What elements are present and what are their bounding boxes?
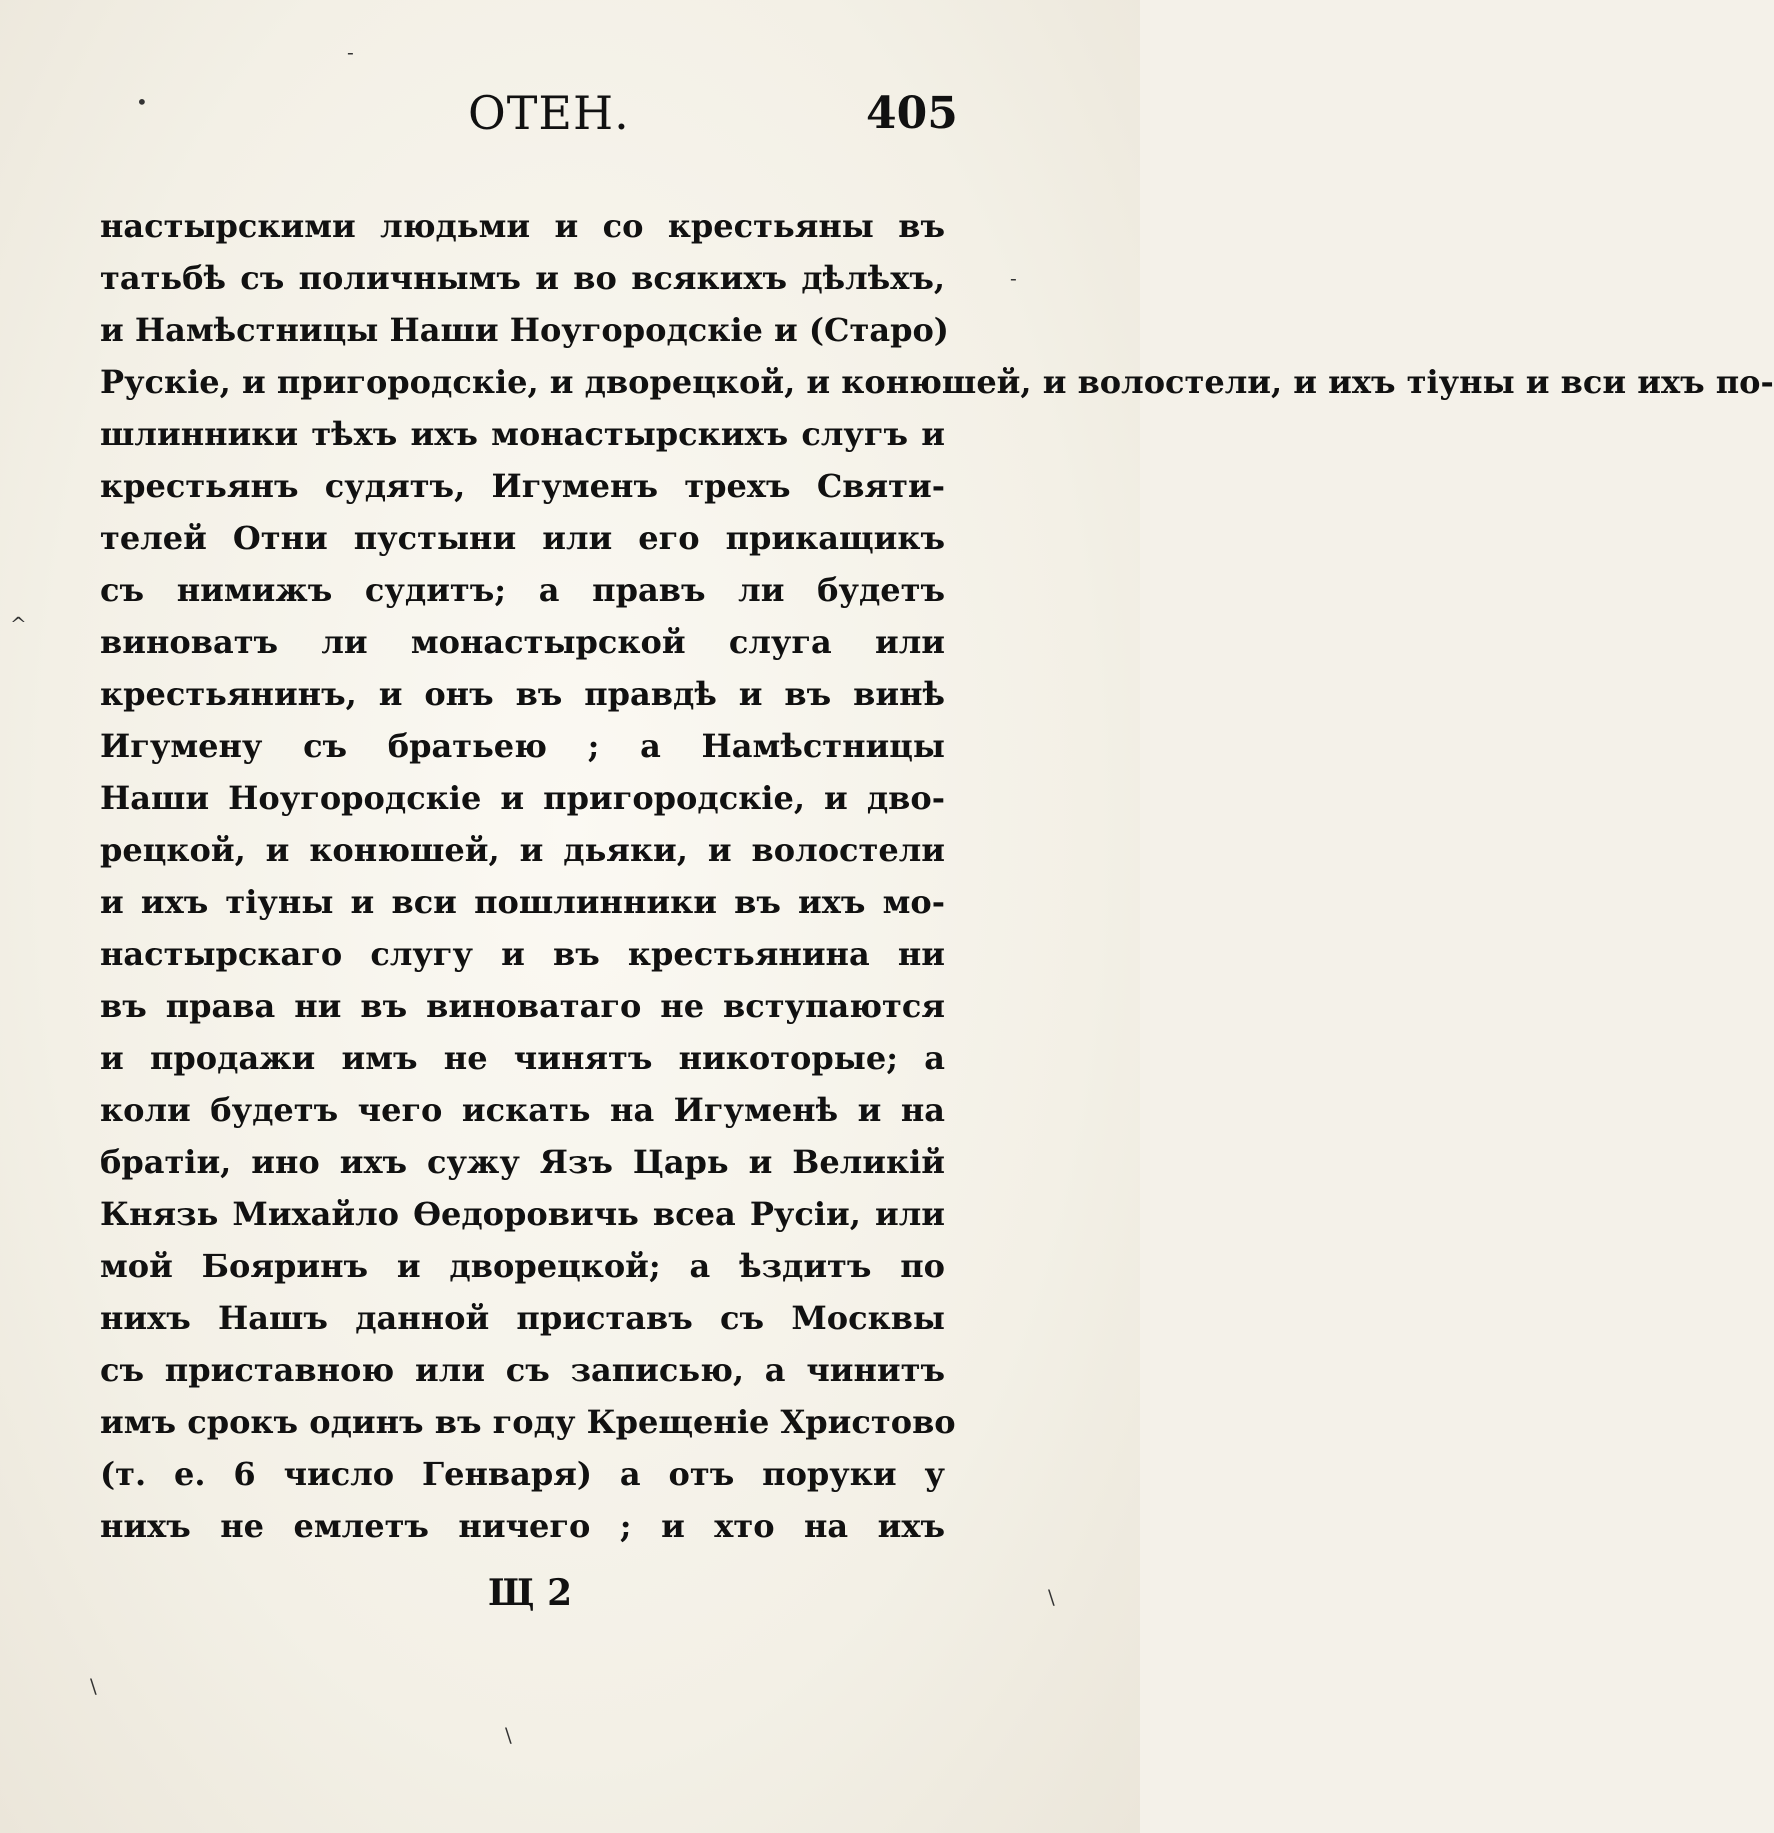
text-line: настырскаго слугу и въ крестьянина ни [100,935,945,973]
text-line: (т. е. 6 число Генваря) а отъ поруки у [100,1455,945,1493]
text-line: Игумену съ братьею ; а Намѣстницы [100,727,945,765]
text-line: крестьянинъ, и онъ въ правдѣ и въ винѣ [100,675,945,713]
text-line: настырскими людьми и со крестьяны въ [100,207,945,245]
text-line: Князь Михайло Өедоровичь всеа Русіи, или [100,1195,945,1233]
text-line: татьбѣ съ поличнымъ и во всякихъ дѣлѣхъ, [100,259,945,297]
text-line: нихъ Нашъ данной приставъ съ Москвы [100,1299,945,1337]
scan-speck: - [347,40,354,64]
text-line: въ права ни въ виноватаго не вступаются [100,987,945,1025]
scan-speck: \ [505,1723,512,1747]
text-line: имъ срокъ одинъ въ году Крещеніе Христово [100,1403,956,1441]
text-line: шлинники тѣхъ ихъ монастырскихъ слугъ и [100,415,945,453]
scan-speck: \ [90,1674,97,1698]
text-line: братіи, ино ихъ сужу Язъ Царь и Великій [100,1143,945,1181]
text-line: съ приставною или съ записью, а чинитъ [100,1351,945,1389]
text-line: нихъ не емлетъ ничего ; и хто на ихъ [100,1507,945,1545]
scan-speck: - [1010,266,1017,290]
text-line: виноватъ ли монастырской слуга или [100,623,945,661]
text-line: рецкой, и конюшей, и дьяки, и волостели [100,831,945,869]
text-line: Наши Ноугородскіе и пригородскіе, и дво- [100,779,945,817]
body-text [100,200,1774,1552]
text-line: Руcкіе, и пригородскіе, и дворецкой, и конюшей, и волостели, и ихъ тіуны и вси ихъ по- [100,363,1774,401]
text-line: и Намѣстницы Наши Ноугородскіе и (Старо) [100,311,949,349]
text-line: крестьянъ судятъ, Игуменъ трехъ Святи- [100,467,945,505]
signature-mark: Щ 2 [488,1572,573,1614]
text-line: и продажи имъ не чинятъ никоторые; а [100,1039,945,1077]
text-line: коли будетъ чего искать на Игуменѣ и на [100,1091,945,1129]
text-line: телей Отни пустыни или его прикащикъ [100,519,945,557]
page-number: 405 [866,88,958,139]
running-header-title: ОТЕН. [468,86,630,140]
scan-speck: • [136,90,148,114]
scan-speck: ^ [10,612,27,636]
scan-speck: \ [1048,1585,1055,1609]
text-line: съ нимижъ судитъ; а правъ ли будетъ [100,571,945,609]
text-line: и ихъ тіуны и вси пошлинники въ ихъ мо- [100,883,945,921]
text-line: мой Бояринъ и дворецкой; а ѣздитъ по [100,1247,945,1285]
